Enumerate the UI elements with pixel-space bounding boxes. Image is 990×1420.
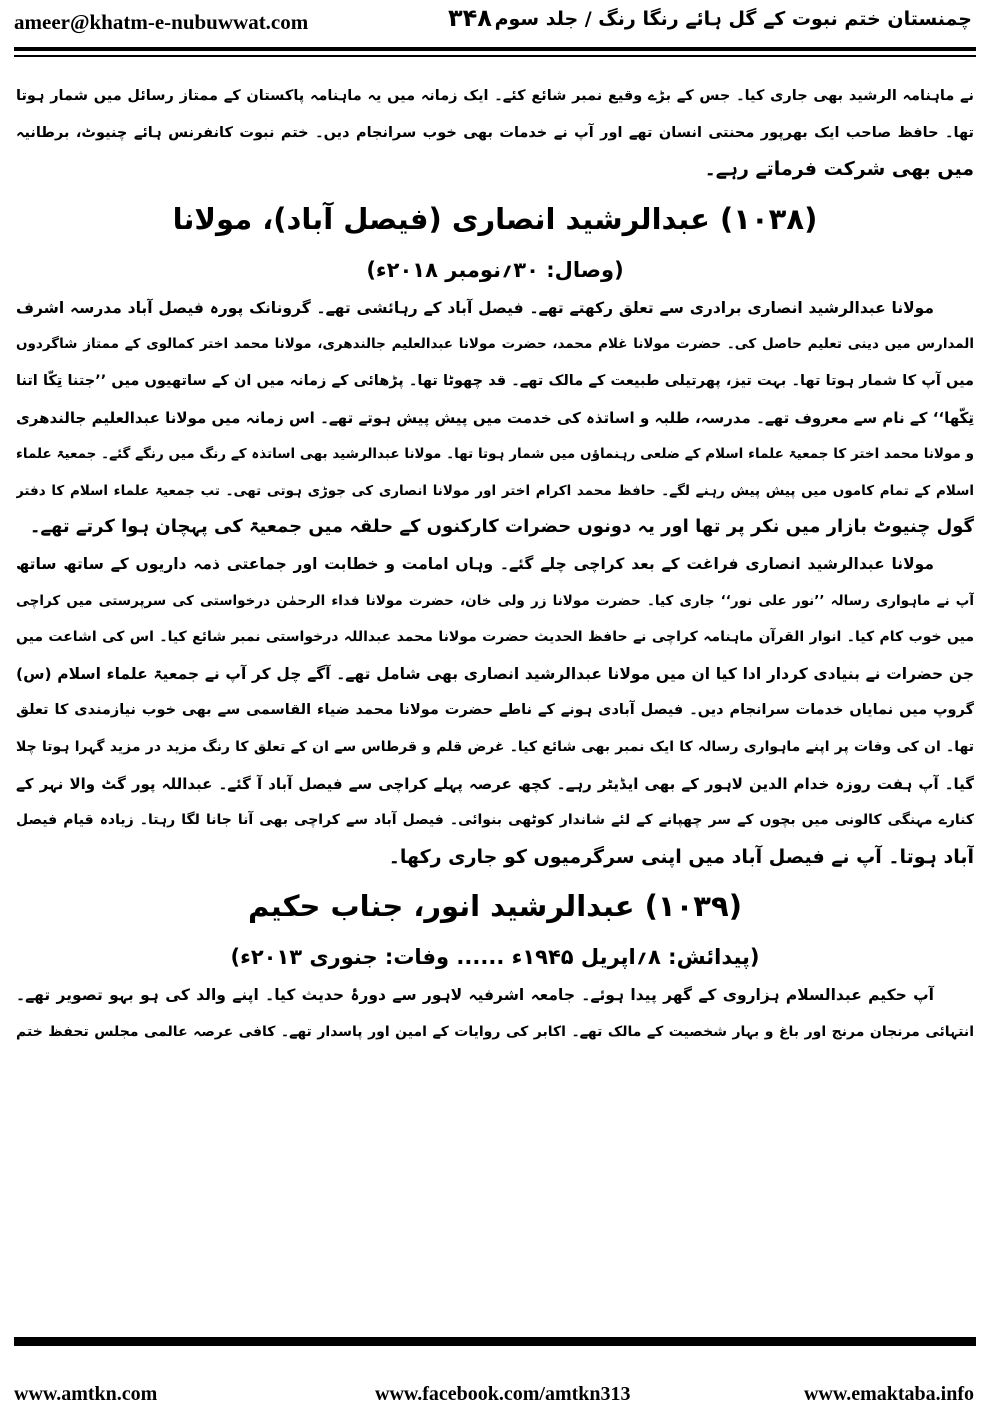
paragraph-line: میں بھی شرکت فرماتے رہے۔ [704, 158, 974, 181]
paragraph-line: تھا۔ حافظ صاحب ایک بھرپور محنتی انسان تھے اور آپ نے خدمات بھی خوب سرانجام دیں۔ ختم نبوت کانفرنس ہائے چنیوٹ، برطانیہ [16, 124, 974, 141]
paragraph-line: و مولانا محمد اختر کا جمعیۃ علماء اسلام کے ضلعی رہنماؤں میں شمار ہوتا تھا۔ مولانا عبدالرشید بھی اساتذہ کے رنگ میں رنگے گئے۔ جمعیۃ علماء [16, 446, 974, 463]
paragraph-line: نے ماہنامہ الرشید بھی جاری کیا۔ جس کے بڑے وقیع نمبر شائع کئے۔ ایک زمانہ میں یہ ماہنامہ پاکستان کے ممتاز رسائل میں شمار ہوتا [16, 88, 974, 104]
page-number: ۳۴۸ [448, 4, 492, 32]
footer-link-facebook[interactable]: www.facebook.com/amtkn313 [375, 1383, 631, 1405]
paragraph-line: آپ نے ماہواری رسالہ ’’نور علی نور‘‘ جاری کیا۔ حضرت مولانا زر ولی خان، حضرت مولانا فداء الرحمٰن درخواستی کی سرپرستی میں کراچی [16, 592, 974, 609]
paragraph-line: میں خوب کام کیا۔ انوار القرآن ماہنامہ کراچی نے حافظ الحدیث حضرت مولانا محمد عبداللہ درخواستی نمبر شائع کیا۔ اس کی اشاعت میں [16, 629, 974, 646]
footer-rule [14, 1337, 976, 1346]
header-rule-thick [14, 47, 976, 51]
paragraph-line: جن حضرات نے بنیادی کردار ادا کیا ان میں مولانا عبدالرشید انصاری بھی شامل تھے۔ آگے چل کر آپ نے جمعیۃ علماء اسلام (س) [16, 664, 974, 683]
footer-link-emaktaba[interactable]: www.emaktaba.info [803, 1383, 974, 1405]
header-rule-thin [14, 55, 976, 57]
paragraph-line: آباد ہوتا۔ آپ نے فیصل آباد میں اپنی سرگرمیوں کو جاری رکھا۔ [388, 845, 974, 868]
footer-link-amtkn[interactable]: www.amtkn.com [14, 1383, 158, 1405]
page-body [16, 78, 974, 1050]
book-title: چمنستان ختم نبوت کے گل ہائے رنگا رنگ / جلد سوم [494, 8, 972, 30]
paragraph-line: گروپ میں نمایاں خدمات سرانجام دیں۔ فیصل آبادی ہونے کے ناطے حضرت مولانا محمد ضیاء القاسمی سے بھی خوب نیازمندی کا تعلق [16, 702, 974, 719]
paragraph-line: تِکّھا‘‘ کے نام سے معروف تھے۔ مدرسہ، طلبہ و اساتذہ کی خدمت میں پیش پیش ہوتے تھے۔ اس زمانہ میں مولانا عبدالعلیم جالندھری [16, 408, 974, 427]
paragraph-line: انتہائی مرنجان مرنج اور باغ و بہار شخصیت کے مالک تھے۔ اکابر کی روایات کے امین اور پاسدار تھے۔ کافی عرصہ عالمی مجلس تحفظ ختم [16, 1023, 974, 1040]
paragraph-line: کنارے مہنگی کالونی میں بچوں کے سر چھپانے کے لئے شاندار کوٹھی بنوائی۔ فیصل آباد سے کراچی بھی آنا جانا لگا رہتا۔ زیادہ قیام فیصل [16, 812, 974, 829]
entry-dates: (پیدائش: ۸؍اپریل ۱۹۴۵ء ...... وفات: جنوری ۲۰۱۳ء) [230, 945, 760, 970]
paragraph-line: اسلام کے تمام کاموں میں پیش پیش رہنے لگے۔ حافظ محمد اکرام اختر اور مولانا انصاری کی جوڑی ہوتی تھی۔ تب جمعیۃ علماء اسلام کا دفتر [16, 482, 974, 499]
paragraph-line: مولانا عبدالرشید انصاری فراغت کے بعد کراچی چلے گئے۔ وہاں امامت و خطابت اور جماعتی ذمہ داریوں کے ساتھ ساتھ [16, 554, 934, 573]
entry-heading: (۱۰۳۹) عبدالرشید انور، جناب حکیم [248, 889, 742, 924]
entry-dates: (وصال: ۳۰؍نومبر ۲۰۱۸ء) [366, 257, 624, 282]
paragraph-line: میں آپ کا شمار ہوتا تھا۔ بہت تیز، پھرتیلی طبیعت کے مالک تھے۔ قد چھوٹا تھا۔ پڑھائی کے زمانہ میں ان کے ساتھیوں میں ’’جتنا تِکّا اتنا [16, 372, 974, 389]
paragraph-line: تھا۔ ان کی وفات پر اپنے ماہواری رسالہ کا ایک نمبر بھی شائع کیا۔ غرض قلم و قرطاس سے ان کے تعلق کا رنگ مزید در مزید گہرا ہوتا چلا [16, 738, 974, 755]
paragraph-line: المدارس میں دینی تعلیم حاصل کی۔ حضرت مولانا غلام محمد، حضرت مولانا عبدالعلیم جالندھری، مولانا محمد اختر کمالوی کے ممتاز شاگردوں [16, 336, 974, 353]
header-email: ameer@khatm-e-nubuwwat.com [14, 10, 309, 34]
entry-heading: (۱۰۳۸) عبدالرشید انصاری (فیصل آباد)، مولانا [172, 201, 818, 236]
paragraph-line: آپ حکیم عبدالسلام ہزاروی کے گھر پیدا ہوئے۔ جامعہ اشرفیہ لاہور سے دورۂ حدیث کیا۔ اپنے والد کی ہو بہو تصویر تھے۔ [16, 986, 934, 1005]
paragraph-line: گیا۔ آپ ہفت روزہ خدام الدین لاہور کے بھی ایڈیٹر رہے۔ کچھ عرصہ پہلے کراچی سے فیصل آباد آ گئے۔ عبداللہ پور گٹ والا نہر کے [16, 774, 974, 793]
paragraph-line: گول چنیوٹ بازار میں نکر پر تھا اور یہ دونوں حضرات کارکنوں کے حلقہ میں جمعیۃ کی پہچان ہوا کرتے تھے۔ [29, 516, 974, 538]
paragraph-line: مولانا عبدالرشید انصاری برادری سے تعلق رکھتے تھے۔ فیصل آباد کے رہائشی تھے۔ گرونانک پورہ فیصل آباد مدرسہ اشرف [16, 298, 934, 317]
